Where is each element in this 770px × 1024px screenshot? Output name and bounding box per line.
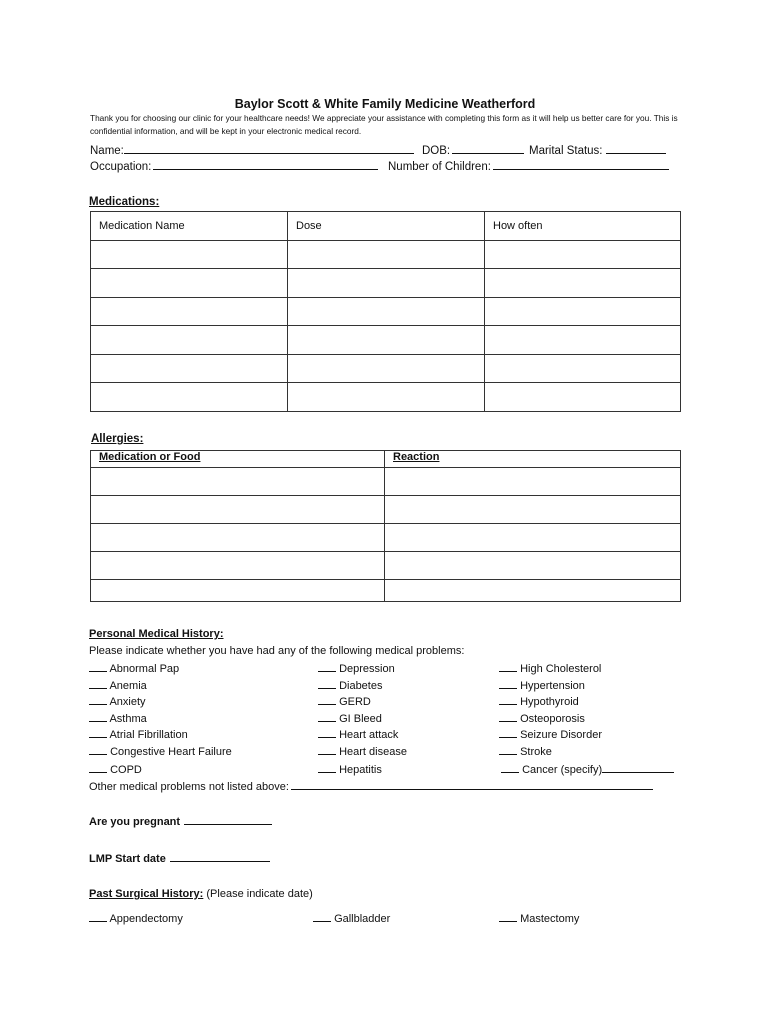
dob-label: DOB: — [422, 145, 451, 157]
medications-heading: Medications: — [89, 196, 160, 208]
table-cell[interactable] — [288, 383, 485, 412]
checkbox-mastectomy[interactable] — [499, 911, 579, 925]
checkbox-osteoporosis[interactable] — [499, 711, 585, 725]
surgical-note: (Please indicate date) — [206, 888, 313, 900]
col-medication-name: Medication Name — [91, 212, 288, 241]
table-cell[interactable] — [288, 354, 485, 383]
table-cell[interactable] — [485, 297, 681, 326]
dob-field[interactable] — [422, 143, 524, 157]
lmp-blank[interactable] — [170, 851, 270, 862]
table-header-row — [91, 212, 681, 241]
history-instruction: Please indicate whether you have had any of the following medical problems: — [89, 645, 465, 657]
table-cell[interactable] — [385, 580, 681, 602]
col-how-often: How often — [485, 212, 681, 241]
table-cell[interactable] — [485, 326, 681, 355]
condition-label: Cancer (specify) — [522, 764, 603, 776]
col-medication-or-food: Medication or Food — [91, 451, 385, 468]
condition-label: Anxiety — [109, 696, 146, 708]
col-reaction: Reaction — [385, 451, 681, 468]
occupation-label: Occupation: — [90, 161, 152, 173]
table-cell[interactable] — [91, 524, 385, 552]
checkbox-hypothyroid[interactable] — [499, 694, 579, 708]
name-blank[interactable] — [124, 143, 414, 154]
medications-table — [90, 211, 681, 412]
condition-label: Abnormal Pap — [109, 663, 180, 675]
table-cell[interactable] — [385, 524, 681, 552]
checkbox-gerd[interactable] — [318, 694, 371, 708]
checkbox-chf[interactable] — [89, 744, 232, 758]
condition-label: GI Bleed — [339, 713, 382, 725]
condition-label: Stroke — [520, 746, 552, 758]
table-cell[interactable] — [485, 383, 681, 412]
table-cell[interactable] — [485, 354, 681, 383]
surgical-heading-line — [89, 888, 313, 900]
table-cell[interactable] — [385, 468, 681, 496]
table-cell[interactable] — [91, 240, 288, 269]
history-heading: Personal Medical History: — [89, 628, 224, 640]
form-title: Baylor Scott & White Family Medicine Weatherford — [234, 97, 536, 111]
dob-blank[interactable] — [452, 143, 524, 154]
condition-label: Hypothyroid — [520, 696, 579, 708]
checkbox-heart-attack[interactable] — [318, 727, 398, 741]
checkbox-gallbladder[interactable] — [313, 911, 390, 925]
table-header-row — [91, 451, 681, 468]
checkbox-anxiety[interactable] — [89, 694, 146, 708]
table-cell[interactable] — [91, 552, 385, 580]
table-cell[interactable] — [288, 269, 485, 298]
occupation-field[interactable] — [90, 159, 378, 173]
table-cell[interactable] — [385, 496, 681, 524]
checkbox-hypertension[interactable] — [499, 678, 585, 692]
checkbox-seizure-disorder[interactable] — [499, 727, 602, 741]
col-dose: Dose — [288, 212, 485, 241]
table-cell[interactable] — [288, 240, 485, 269]
condition-label: Hypertension — [520, 680, 585, 692]
children-blank[interactable] — [493, 159, 669, 170]
table-cell[interactable] — [91, 580, 385, 602]
table-cell[interactable] — [91, 326, 288, 355]
occupation-blank[interactable] — [153, 159, 378, 170]
other-problems-label: Other medical problems not listed above: — [89, 781, 289, 793]
table-row — [91, 354, 681, 383]
condition-label: Diabetes — [339, 680, 383, 692]
intro-text: Thank you for choosing our clinic for your healthcare needs! We appreciate your assistance with completing this form as it will help us better care for you. This is confidential information, and will be kept in your electronic medical record. — [90, 113, 678, 136]
checkbox-appendectomy[interactable] — [89, 911, 183, 925]
table-cell[interactable] — [91, 269, 288, 298]
other-problems-field[interactable] — [89, 779, 653, 793]
condition-label: Heart attack — [339, 729, 399, 741]
table-cell[interactable] — [91, 468, 385, 496]
lmp-label: LMP Start date — [89, 853, 166, 865]
condition-label: High Cholesterol — [520, 663, 602, 675]
table-cell[interactable] — [385, 552, 681, 580]
children-field[interactable] — [388, 159, 669, 173]
table-row — [91, 468, 681, 496]
checkbox-atrial-fibrillation[interactable] — [89, 727, 188, 741]
condition-label: Heart disease — [339, 746, 407, 758]
condition-label: Hepatitis — [339, 764, 382, 776]
condition-label: Congestive Heart Failure — [110, 746, 232, 758]
children-label: Number of Children: — [388, 161, 491, 173]
table-cell[interactable] — [485, 240, 681, 269]
surgery-label: Mastectomy — [520, 913, 580, 925]
condition-label: Atrial Fibrillation — [109, 729, 188, 741]
other-problems-blank[interactable] — [291, 779, 653, 790]
table-row — [91, 524, 681, 552]
checkbox-heart-disease[interactable] — [318, 744, 407, 758]
surgical-heading: Past Surgical History: — [89, 888, 204, 900]
checkbox-cancer[interactable] — [501, 762, 674, 776]
marital-blank[interactable] — [606, 143, 666, 154]
table-cell[interactable] — [288, 297, 485, 326]
condition-label: Seizure Disorder — [520, 729, 602, 741]
table-row — [91, 297, 681, 326]
condition-label: Osteoporosis — [520, 713, 585, 725]
checkbox-depression[interactable] — [318, 661, 395, 675]
table-row — [91, 240, 681, 269]
allergies-table — [90, 450, 681, 602]
table-cell[interactable] — [91, 496, 385, 524]
checkbox-high-cholesterol[interactable] — [499, 661, 601, 675]
surgery-label: Gallbladder — [334, 913, 391, 925]
table-cell[interactable] — [288, 326, 485, 355]
surgery-label: Appendectomy — [109, 913, 183, 925]
pregnant-label: Are you pregnant — [89, 816, 181, 828]
pregnant-field[interactable] — [89, 814, 272, 828]
pregnant-blank[interactable] — [184, 814, 272, 825]
marital-field[interactable] — [529, 143, 666, 157]
condition-label: GERD — [339, 696, 371, 708]
table-row — [91, 383, 681, 412]
table-cell[interactable] — [91, 354, 288, 383]
table-row — [91, 552, 681, 580]
checkbox-hepatitis[interactable] — [318, 762, 382, 776]
allergies-heading: Allergies: — [91, 433, 144, 445]
table-row — [91, 269, 681, 298]
marital-label: Marital Status: — [529, 145, 603, 157]
checkbox-diabetes[interactable] — [318, 678, 382, 692]
condition-label: Asthma — [109, 713, 147, 725]
checkbox-stroke[interactable] — [499, 744, 552, 758]
checkbox-anemia[interactable] — [89, 678, 147, 692]
lmp-field[interactable] — [89, 851, 270, 865]
condition-label: Depression — [339, 663, 395, 675]
table-cell[interactable] — [485, 269, 681, 298]
condition-label: COPD — [110, 764, 142, 776]
checkbox-copd[interactable] — [89, 762, 142, 776]
table-cell[interactable] — [91, 383, 288, 412]
name-label: Name: — [90, 145, 124, 157]
table-row — [91, 496, 681, 524]
table-cell[interactable] — [91, 297, 288, 326]
table-row — [91, 580, 681, 602]
table-row — [91, 326, 681, 355]
cancer-specify-blank[interactable] — [602, 762, 674, 773]
checkbox-asthma[interactable] — [89, 711, 147, 725]
name-field[interactable] — [90, 143, 414, 157]
checkbox-abnormal-pap[interactable] — [89, 661, 179, 675]
checkbox-gi-bleed[interactable] — [318, 711, 382, 725]
condition-label: Anemia — [109, 680, 147, 692]
